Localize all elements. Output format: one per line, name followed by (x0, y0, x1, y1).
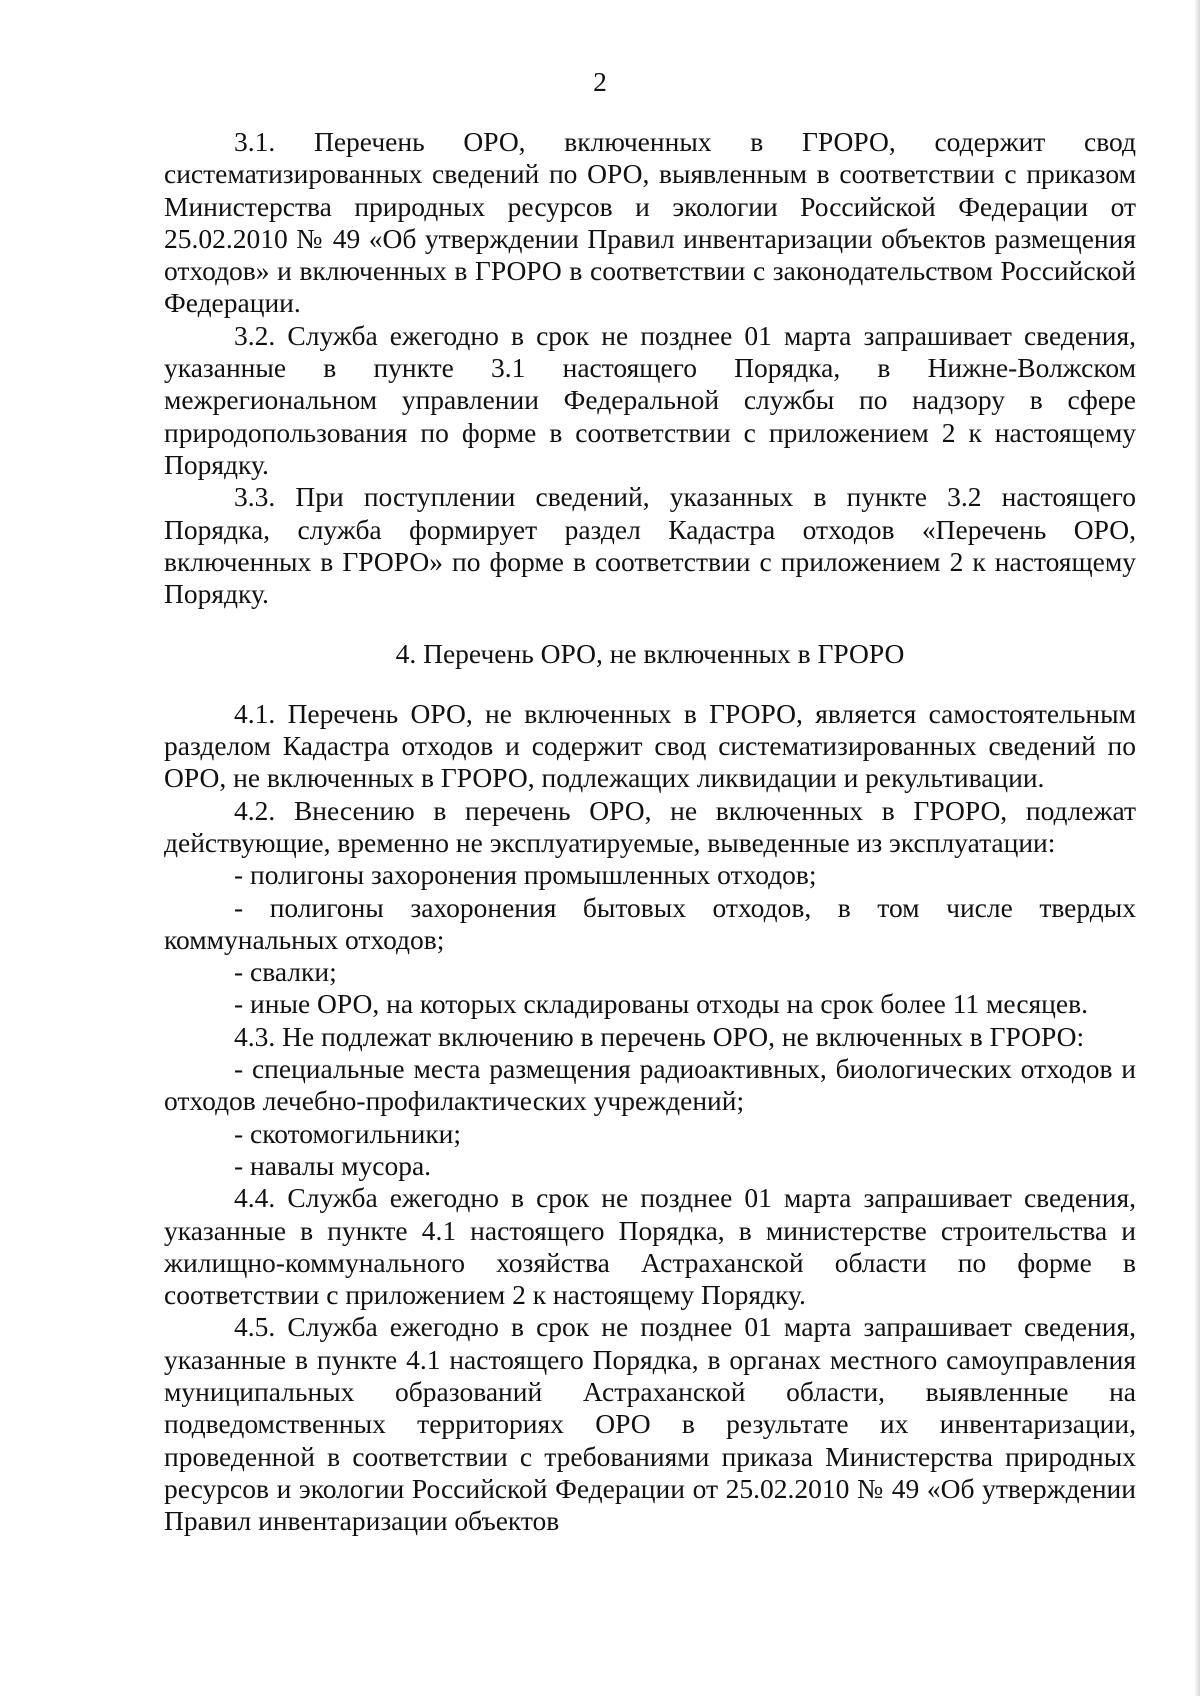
list-item-4-2-c: - свалки; (234, 956, 337, 988)
list-item-4-2-a: - полигоны захоронения промышленных отходов; (234, 859, 817, 891)
paragraph-3-3: 3.3. При поступлении сведений, указанных в пункте 3.2 настоящего Порядка, служба формирует раздел Кадастра отходов «Перечень ОРО, включенных в ГРОРО» по форме в соответствии с приложением 2 к настоящему Порядку. (164, 481, 1136, 610)
list-item-4-2-b: - полигоны захоронения бытовых отходов, в том числе твердых коммунальных отходов; (164, 891, 1136, 955)
page-number: 2 (593, 66, 607, 97)
paragraph-3-1: 3.1. Перечень ОРО, включенных в ГРОРО, содержит свод систематизированных сведений по ОРО, выявленным в соответствии с приказом Министерства природных ресурсов и экологии Российской Федерации от 25.02.2010 № 49 «Об утверждении Правил инвентаризации объектов размещения отходов» и включенных в ГРОРО в соответствии с законодательством Российской Федерации. (164, 126, 1136, 319)
paragraph-4-4: 4.4. Служба ежегодно в срок не позднее 01 марта запрашивает сведения, указанные в пункте 4.1 настоящего Порядка, в министерстве строительства и жилищно-коммунального хозяйства Астраханской области по форме в соответствии с приложением 2 к настоящему Порядку. (164, 1182, 1136, 1311)
paragraph-4-1: 4.1. Перечень ОРО, не включенных в ГРОРО, является самостоятельным разделом Кадастра отходов и содержит свод систематизированных сведений по ОРО, не включенных в ГРОРО, подлежащих ликвидации и рекультивации. (164, 697, 1136, 794)
paragraph-4-5: 4.5. Служба ежегодно в срок не позднее 01 марта запрашивает сведения, указанные в пункте 4.1 настоящего Порядка, в органах местного самоуправления муниципальных образований Астраханской области, выявленные на подведомственных территориях ОРО в результате их инвентаризации, проведенной в соответствии с требованиями приказа Министерства природных ресурсов и экологии Российской Федерации от 25.02.2010 № 49 «Об утверждении Правил инвентаризации объектов (164, 1311, 1136, 1537)
list-item-4-3-c: - навалы мусора. (234, 1149, 432, 1181)
list-item-4-3-a: - специальные места размещения радиоактивных, биологических отходов и отходов лечебно-профилактических учреждений; (164, 1053, 1136, 1117)
list-item-4-2-d: - иные ОРО, на которых складированы отходы на срок более 11 месяцев. (234, 988, 1088, 1020)
section-4-heading: 4. Перечень ОРО, не включенных в ГРОРО (395, 638, 905, 670)
list-item-4-3-b: - скотомогильники; (234, 1117, 462, 1149)
scan-edge-shadow (1194, 0, 1200, 1696)
paragraph-3-2: 3.2. Служба ежегодно в срок не позднее 01 марта запрашивает сведения, указанные в пункте 3.1 настоящего Порядка, в Нижне-Волжском межрегиональном управлении Федеральной службы по надзору в сфере природопользования по форме в соответствии с приложением 2 к настоящему Порядку. (164, 319, 1136, 480)
document-body (164, 126, 1136, 1537)
paragraph-4-3: 4.3. Не подлежат включению в перечень ОРО, не включенных в ГРОРО: (234, 1020, 1085, 1052)
paragraph-4-2: 4.2. Внесению в перечень ОРО, не включенных в ГРОРО, подлежат действующие, временно не эксплуатируемые, выведенные из эксплуатации: (164, 794, 1136, 858)
